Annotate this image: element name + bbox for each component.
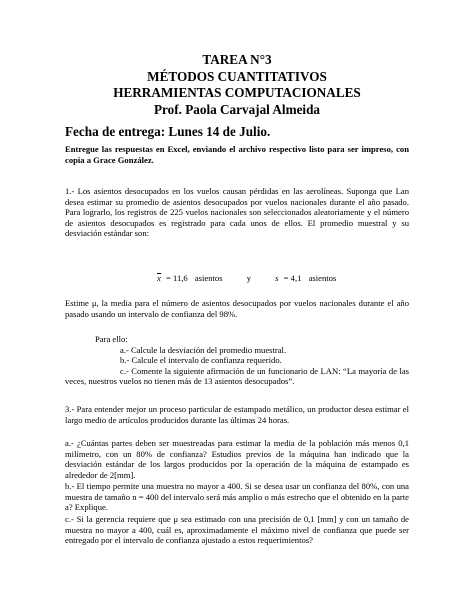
question-1-text: 1.- Los asientos desocupados en los vuelos causan pérdidas en las aerolíneas. Suponga que Lan desea estimar su promedio de asientos desocupados por vuelos nacionales durante el año pasado. Para lograrlo, los registros de 225 vuelos nacionales son seleccionados aleatoriamente y el número de asientos desocupados es registrado para cada unos de ellos. El promedio muestral y su desviación estándar son:	[65, 186, 409, 239]
sample-statistics-formula	[157, 273, 336, 284]
question-3-part-c: c.- Si la gerencia requiere que μ sea estimado con una precisión de 0,1 [mm] y con un tamaño de muestra no mayor a 400, cuál es, aproximadamente el máximo nivel de confianza que puede ser entregado por el intervalo de confianza ajustado a estos requerimientos?	[65, 514, 409, 546]
std-dev-symbol: s	[275, 273, 279, 283]
due-date: Fecha de entrega: Lunes 14 de Julio.	[65, 124, 271, 139]
sample-mean-symbol: x	[157, 273, 161, 283]
assignment-title: TAREA N°3	[202, 52, 272, 67]
question-3-part-b: b.- El tiempo permite una muestra no mayor a 400. Si se desea usar un confianza del 80%, con una muestra de tamaño n = 400 del intervalo será más amplio o más estrecho que el obtenido en la parte a? Explique.	[65, 481, 409, 513]
course-title: MÉTODOS CUANTITATIVOS	[147, 68, 327, 84]
conjunction: y	[246, 273, 251, 283]
question-1-item-a: a.- Calcule la desviación del promedio muestral.	[120, 344, 287, 355]
std-dev-unit: asientos	[308, 273, 337, 283]
std-dev-value: = 4,1	[283, 273, 302, 283]
para-ello-label: Para ello:	[95, 334, 128, 344]
professor-name: Prof. Paola Carvajal Almeida	[153, 101, 321, 117]
question-1-estimate: Estime μ, la media para el número de asientos desocupados por vuelos nacionales durante el año pasado usando un intervalo de confianza del 98%.	[65, 298, 409, 319]
instructions: Entregue las respuestas en Excel, enviando el archivo respectivo listo para ser impreso, con copia a Grace González.	[65, 144, 409, 165]
question-3-part-a: a.- ¿Cuántas partes deben ser muestreadas para estimar la media de la población más menos 0,1 milímetro, con un 80% de confianza? Estudios previos de la máquina han indicado que la desviación estándar de los largos producidos por la operación de la máquina de estampado es alrededor de 2[mm].	[65, 438, 409, 480]
question-1-item-c: c.- Comente la siguiente afirmación de un funcionario de LAN: “La mayoría de las veces, nuestros vuelos no tienen más de 13 asientos desocupados”.	[65, 365, 409, 387]
sample-mean-value: = 11,6	[165, 273, 188, 283]
question-3-text: 3.- Para entender mejor un proceso particular de estampado metálico, un productor desea estimar el largo medio de artículos producidos durante las últimas 24 horas.	[65, 404, 409, 425]
document-header	[0, 52, 474, 118]
sample-mean-unit: asientos	[194, 273, 223, 283]
question-1-item-b: b.- Calcule el intervalo de confianza requerido.	[120, 355, 282, 366]
course-subtitle: HERRAMIENTAS COMPUTACIONALES	[113, 85, 361, 101]
question-1-subitems	[65, 334, 409, 387]
